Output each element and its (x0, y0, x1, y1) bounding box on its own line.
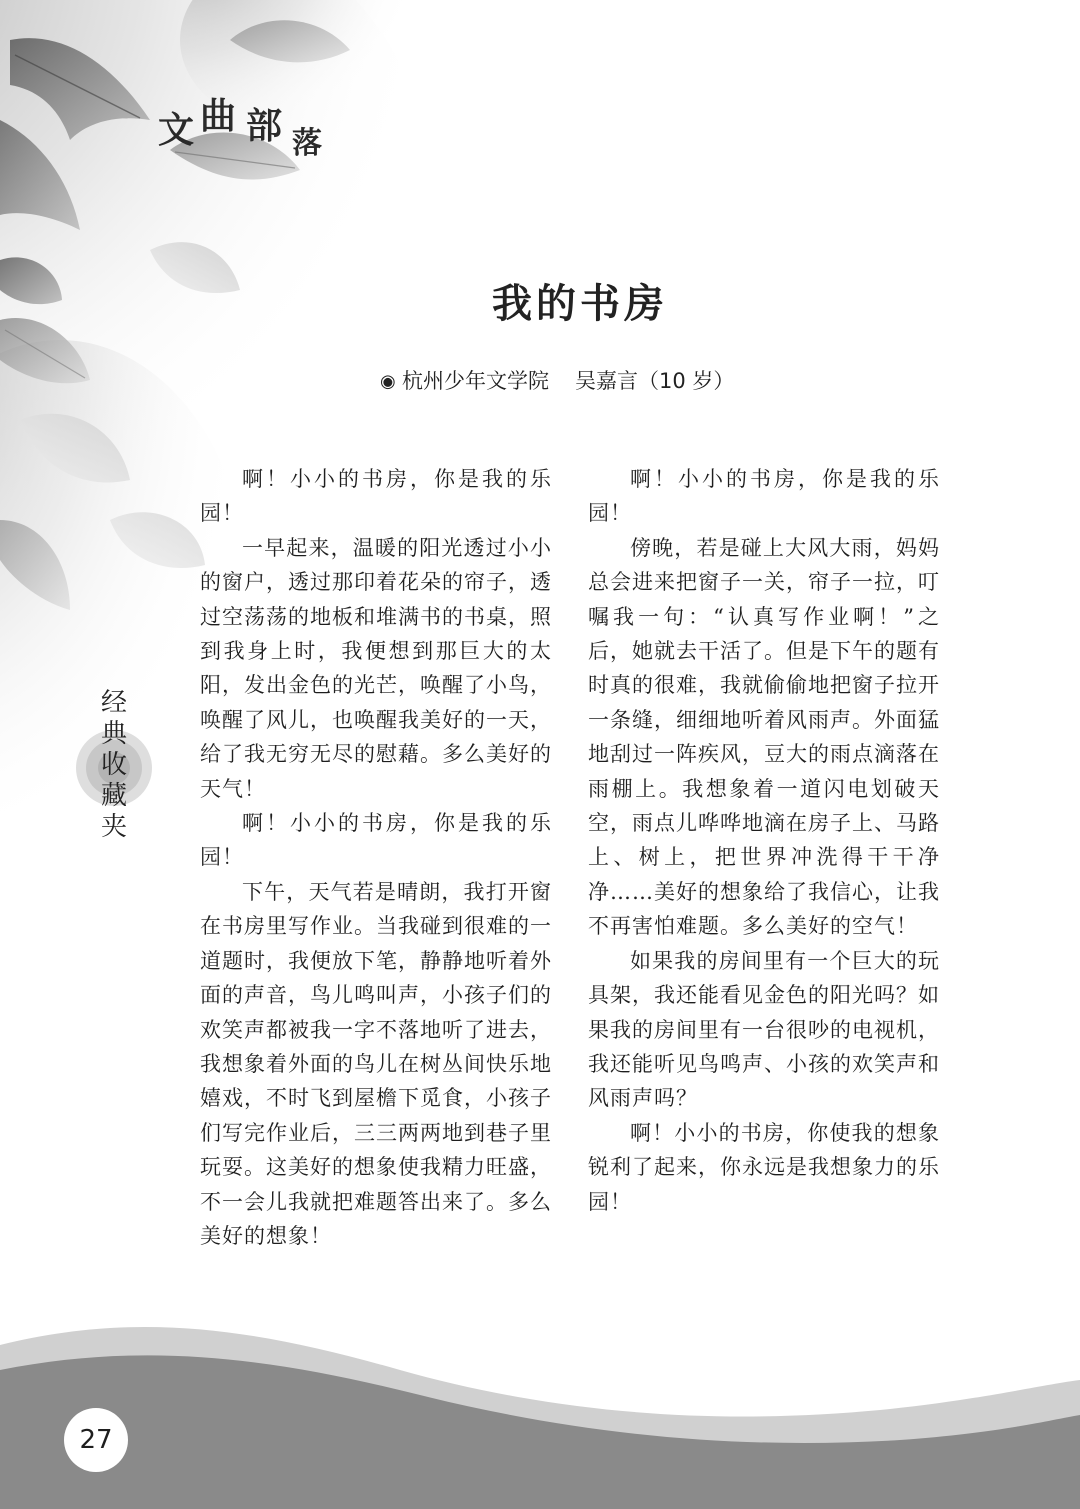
paragraph: 啊！小小的书房，你是我的乐园！ (200, 811, 552, 870)
section-header-char: 落 (292, 126, 322, 161)
side-label-char: 收 (100, 750, 127, 780)
section-header-char: 部 (246, 106, 283, 147)
article-title: 我的书房 (492, 281, 668, 327)
paragraph: 啊！小小的书房，你使我的想象锐利了起来，你永远是我想象力的乐园！ (588, 1120, 940, 1214)
bottom-band (0, 1300, 1080, 1509)
section-header (150, 95, 350, 175)
side-label-char: 典 (100, 719, 127, 749)
byline-bullet-icon: ◉ (380, 371, 396, 392)
paragraph: 如果我的房间里有一个巨大的玩具架，我还能看见金色的阳光吗？如果我的房间里有一台很吵的电视机，我还能听见鸟鸣声、小孩的欢笑声和风雨声吗？ (588, 948, 940, 1111)
paragraph: 啊！小小的书房，你是我的乐园！ (200, 467, 552, 526)
paragraph: 下午，天气若是晴朗，我打开窗在书房里写作业。当我碰到很难的一道题时，我便放下笔，静静地听着外面的声音，鸟儿鸣叫声，小孩子们的欢笑声都被我一字不落地听了进去，我想象着外面的鸟儿在树丛间快乐地嬉戏，不时飞到屋檐下觅食，小孩子们写完作业后，三三两两地到巷子里玩耍。这美好的想象使我精力旺盛，不一会儿我就把难题答出来了。多么美好的想象！ (200, 879, 552, 1248)
side-label (78, 688, 148, 848)
section-header-char: 文 (158, 110, 195, 151)
page-number: 27 (64, 1408, 128, 1472)
byline-org: 杭州少年文学院 (402, 369, 549, 393)
text-column-left (200, 462, 552, 1253)
side-label-char: 经 (100, 688, 127, 718)
paragraph: 一早起来，温暖的阳光透过小小的窗户，透过那印着花朵的帘子，透过空荡荡的地板和堆满书的书桌，照到我身上时，我便想到那巨大的太阳，发出金色的光芒，唤醒了小鸟，唤醒了风儿，也唤醒我美好的一天，给了我无穷无尽的慰藉。多么美好的天气！ (200, 535, 552, 801)
byline-author: 吴嘉言（10 岁） (575, 369, 735, 393)
text-column-right (588, 462, 940, 1219)
side-label-char: 夹 (100, 812, 127, 842)
side-label-char: 藏 (100, 781, 127, 811)
section-header-char: 曲 (200, 96, 237, 137)
paragraph: 傍晚，若是碰上大风大雨，妈妈总会进来把窗子一关，帘子一拉，叮嘱我一句：“认真写作业啊！”之后，她就去干活了。但是下午的题有时真的很难，我就偷偷地把窗子拉开一条缝，细细地听着风雨声。外面猛地刮过一阵疾风，豆大的雨点滴落在雨棚上。我想象着一道闪电划破天空，雨点儿哗哗地滴在房子上、马路上、树上，把世界冲洗得干干净净……美好的想象给了我信心，让我不再害怕难题。多么美好的空气！ (588, 535, 940, 939)
paragraph: 啊！小小的书房，你是我的乐园！ (588, 467, 940, 526)
byline (380, 365, 860, 395)
